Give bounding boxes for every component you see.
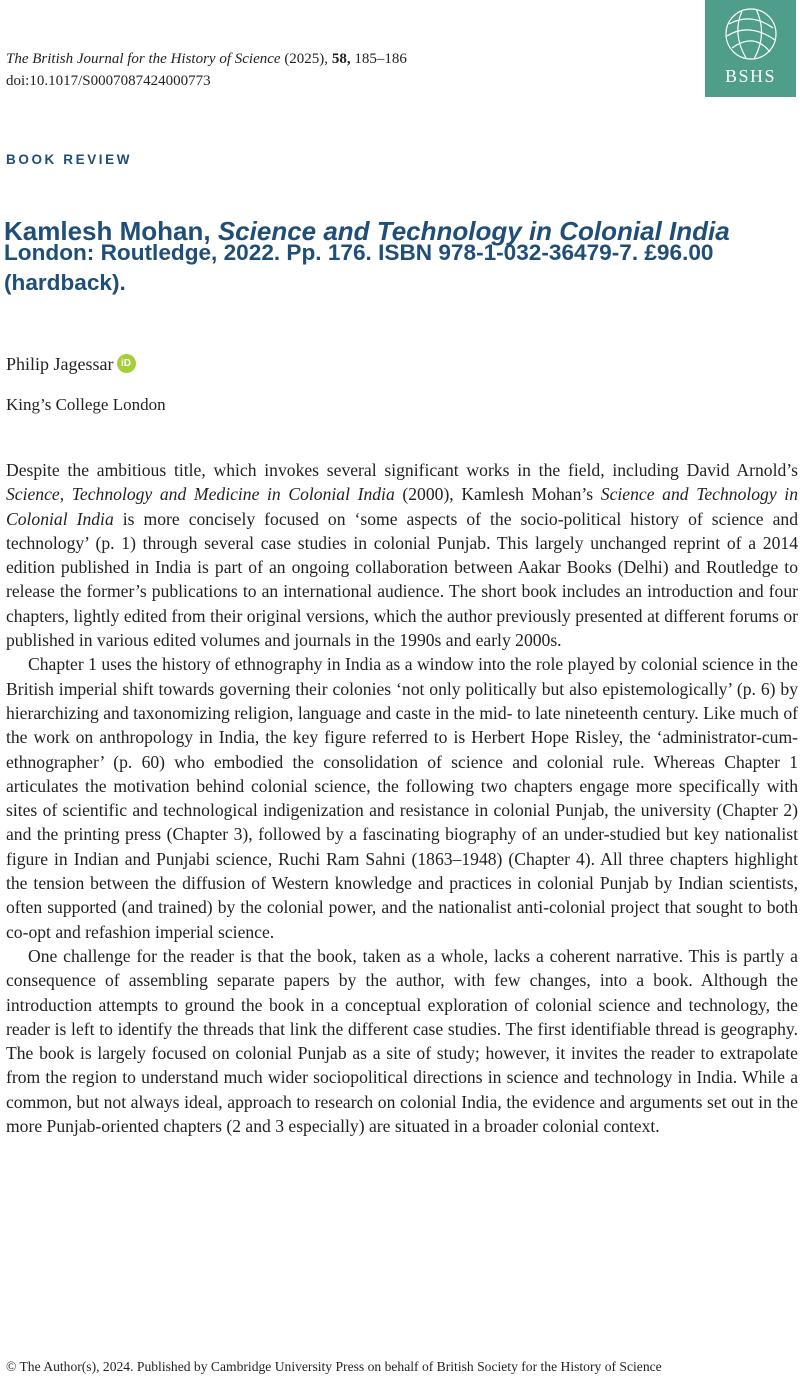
bshs-logo-text: BSHS bbox=[724, 66, 777, 86]
book-author: Kamlesh Mohan, bbox=[4, 216, 211, 246]
publication-details-line1: London: Routledge, 2022. Pp. 176. ISBN 978-1-032-36479-7. £96.00 bbox=[4, 240, 714, 265]
publication-details-line2: (hardback). bbox=[4, 270, 126, 295]
journal-year: (2025), bbox=[284, 51, 329, 67]
journal-header bbox=[6, 48, 407, 92]
paragraph-2: Chapter 1 uses the history of ethnography in India as a window into the role played by colonial science in the British imperial shift towards governing their colonies ‘not only politically but also epistemologically’ (p. 6) by hierarchizing and taxonomizing religion, language and caste in the mid- to late nineteenth century. Like much of the work on anthropology in India, the key figure referred to is Herbert Hope Risley, the ‘administrator-cum-ethnographer’ (p. 60) who embodied the consolidation of science and colonial rule. Whereas Chapter 1 articulates the motivation behind colonial science, the following two chapters engage more specifically with sites of scientific and technological indigenization and resistance in colonial Punjab, the university (Chapter 2) and the printing press (Chapter 3), followed by a fascinating biography of an under-studied but key nationalist figure in Indian and Punjabi science, Ruchi Ram Sahni (1863–1948) (Chapter 4). All three chapters highlight the tension between the diffusion of Western knowledge and practices in colonial Punjab by Indian scientists, often supported (and trained) by the colonial power, and the nationalist anti-colonial project that sought to both co-opt and refashion imperial science. bbox=[6, 654, 798, 942]
section-label: BOOK REVIEW bbox=[6, 152, 133, 167]
orcid-icon[interactable]: iD bbox=[117, 354, 136, 373]
paragraph-1: Despite the ambitious title, which invokes several significant works in the field, including David Arnold’s Science, Technology and Medicine in Colonial India (2000), Kamlesh Mohan’s Science and Technology in Colonial India is more concisely focused on ‘some aspects of the socio-political history of science and technology’ (p. 1) through several case studies in colonial Punjab. This largely unchanged reprint of a 2014 edition published in India is part of an ongoing collaboration between Aakar Books (Delhi) and Routledge to release the former’s publications to an international audience. The short book includes an introduction and four chapters, lightly edited from their original versions, which the author previously presented at different forums or published in various edited volumes and journals in the 1990s and early 2000s. bbox=[6, 460, 798, 651]
doi-link[interactable]: doi:10.1017/S0007087424000773 bbox=[6, 73, 211, 89]
cited-book-title: Science, Technology and Medicine in Colonial India bbox=[6, 484, 395, 505]
reviewer-affiliation: King’s College London bbox=[6, 395, 166, 414]
copyright-footer: © The Author(s), 2024. Published by Cambridge University Press on behalf of British Society for the History of Science bbox=[6, 1359, 662, 1374]
journal-citation-line bbox=[6, 48, 407, 70]
book-title: Science and Technology in Colonial India bbox=[217, 216, 730, 246]
journal-name: The British Journal for the History of Science bbox=[6, 51, 281, 67]
reviewed-book-title: Science and Technology in Colonial India bbox=[6, 484, 798, 529]
reviewer bbox=[6, 352, 136, 376]
journal-pages: 185–186 bbox=[354, 51, 407, 67]
journal-volume: 58, bbox=[331, 51, 351, 67]
reviewer-name: Philip Jagessar bbox=[6, 354, 114, 374]
bshs-logo bbox=[705, 0, 796, 97]
bshs-globe-icon bbox=[724, 6, 778, 62]
paragraph-3: One challenge for the reader is that the book, taken as a whole, lacks a coherent narrative. This is partly a consequence of assembling separate papers by the author, with few changes, into a book. Although the introduction attempts to ground the book in a conceptual exploration of colonial science and technology, the reader is left to identify the threads that link the different case studies. The first identifiable thread is geography. The book is largely focused on colonial Punjab as a site of study; however, it invites the reader to extrapolate from the region to understand much wider sociopolitical directions in science and technology in India. While a common, but not always ideal, approach to research on colonial India, the evidence and arguments set out in the more Punjab-oriented chapters (2 and 3 especially) are situated in a broader colonial context. bbox=[6, 945, 798, 1137]
review-body bbox=[6, 458, 798, 1138]
